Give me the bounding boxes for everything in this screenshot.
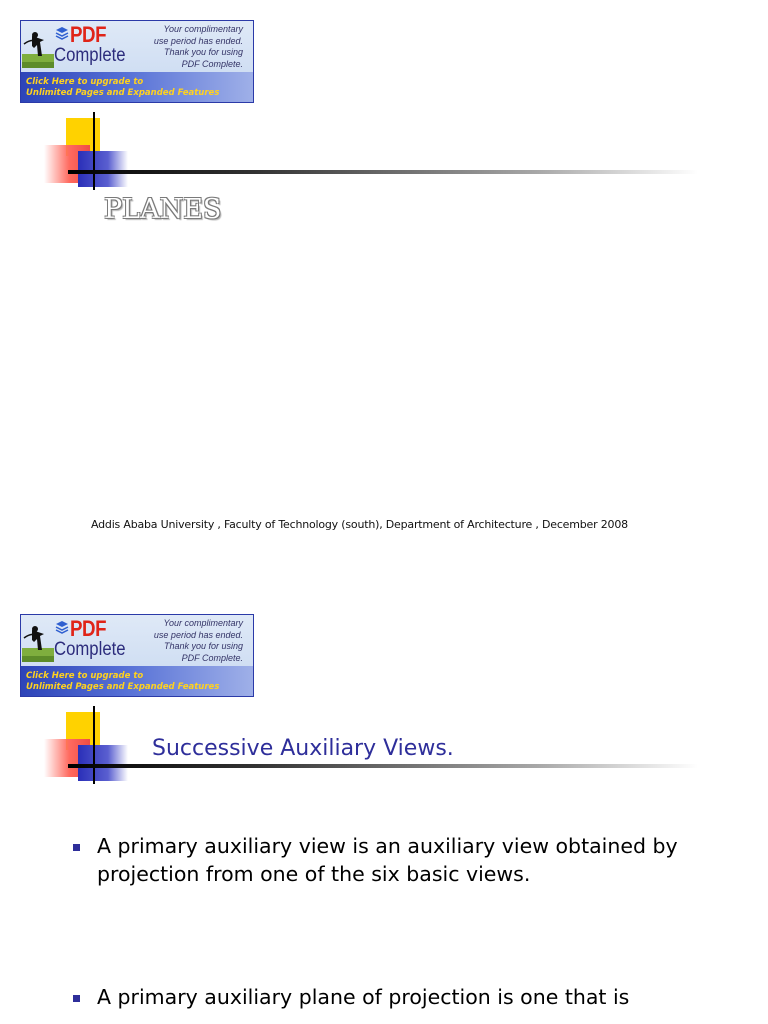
upgrade-line[interactable]: Unlimited Pages and Expanded Features (26, 88, 220, 98)
banner-message (133, 24, 243, 70)
upgrade-line[interactable]: Click Here to upgrade to (26, 77, 144, 87)
upgrade-link[interactable] (21, 666, 253, 696)
square-bullet-icon (73, 844, 80, 851)
banner-message (133, 618, 243, 664)
list-item (70, 983, 710, 1011)
banner-message-line: Thank you for using (163, 641, 243, 651)
deco-blue-square (78, 151, 128, 187)
pdf-stack-icon (55, 25, 69, 39)
slide-footer: Addis Ababa University , Faculty of Technology (south), Department of Architecture , December 2008 (91, 518, 628, 531)
pdf-stack-icon (55, 619, 69, 633)
banner-message-line: PDF Complete. (181, 58, 243, 69)
banner-complete-label: Complete (54, 639, 126, 660)
deco-vertical-rule (93, 706, 95, 784)
bullet-text: A primary auxiliary view is an auxiliary view obtained by projection from one of the six basic views. (97, 834, 678, 886)
slide-title: PLANES (104, 194, 222, 225)
list-item (70, 832, 710, 888)
pdf-complete-banner[interactable] (20, 614, 254, 697)
upgrade-link[interactable] (21, 72, 253, 102)
bullet-text: A primary auxiliary plane of projection is one that is (97, 985, 630, 1009)
slide-corner-decoration (40, 118, 700, 193)
banner-message-line: PDF Complete. (181, 652, 243, 663)
upgrade-line[interactable]: Click Here to upgrade to (26, 671, 144, 681)
square-bullet-icon (73, 995, 80, 1002)
banner-message-line: Thank you for using (163, 47, 243, 57)
deco-vertical-rule (93, 112, 95, 190)
slide-title: Successive Auxiliary Views. (152, 736, 454, 761)
upgrade-line[interactable]: Unlimited Pages and Expanded Features (26, 682, 220, 692)
pdf-complete-banner[interactable] (20, 20, 254, 103)
deco-blue-square (78, 745, 128, 781)
deco-horizontal-rule (68, 170, 698, 174)
banner-message-line: Your complimentary (163, 618, 243, 628)
deco-horizontal-rule (68, 764, 698, 768)
banner-message-line: use period has ended. (153, 35, 243, 46)
banner-complete-label: Complete (54, 45, 126, 66)
pdf-complete-logo-icon (22, 26, 54, 68)
banner-message-line: use period has ended. (153, 629, 243, 640)
bullet-list (70, 832, 710, 1011)
banner-pdf-label: PDF (70, 22, 107, 47)
pdf-complete-logo-icon (22, 620, 54, 662)
banner-pdf-label: PDF (70, 616, 107, 641)
banner-message-line: Your complimentary (163, 24, 243, 34)
slide-successive-auxiliary-views (0, 594, 768, 1024)
